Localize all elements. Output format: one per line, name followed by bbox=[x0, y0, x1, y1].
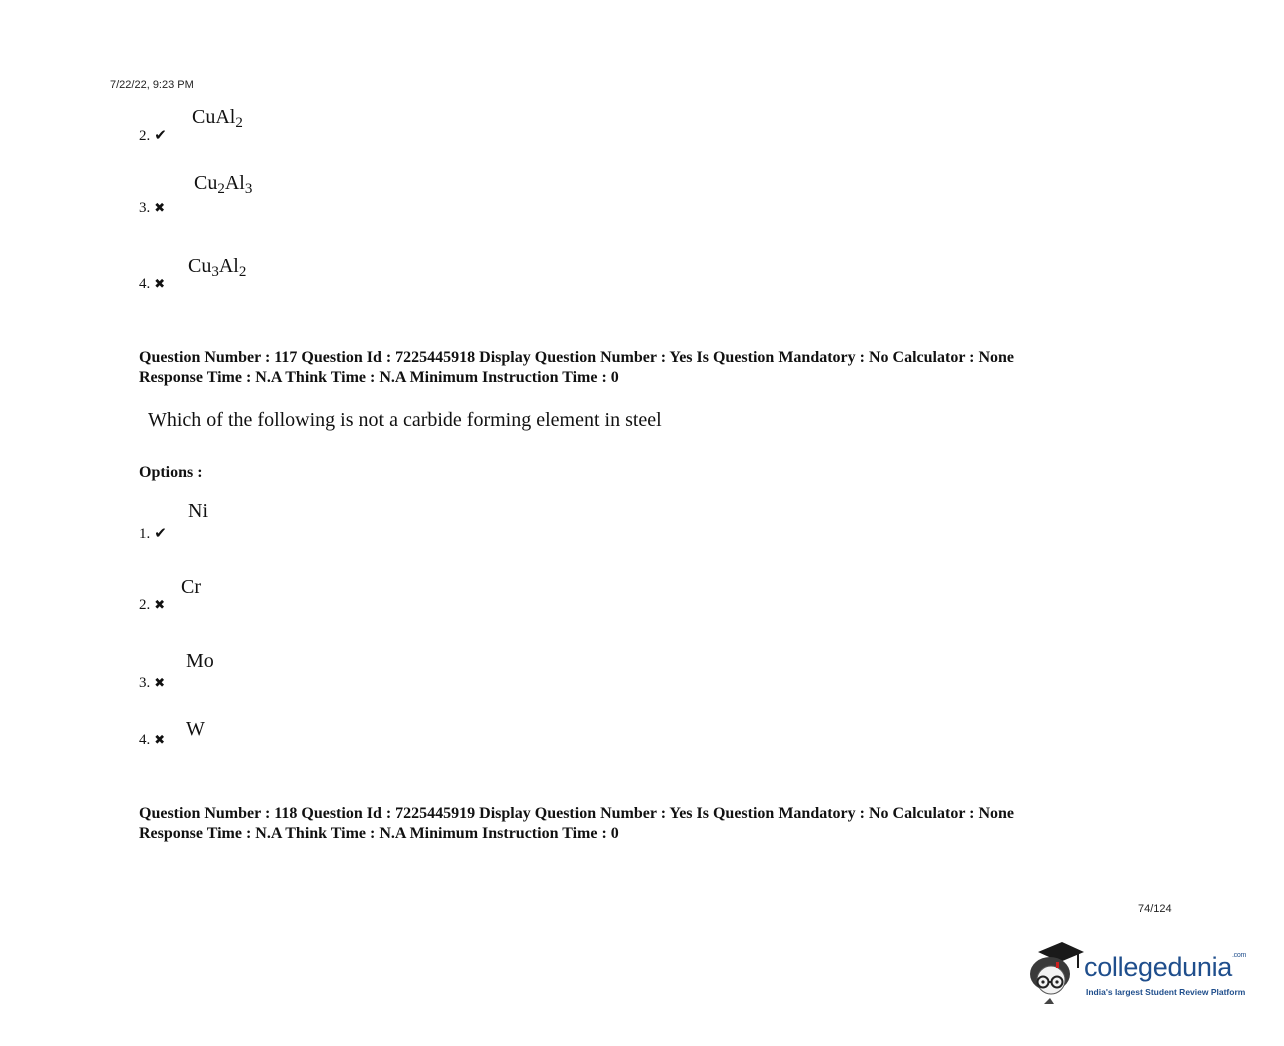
question-118-meta: Question Number : 118 Question Id : 7225445919 Display Question Number : Yes Is Question Mandatory : No Calculator : None Response Time : N.A Think Time : N.A Minimum Instruction Time : 0 bbox=[139, 805, 1015, 842]
option-formula: CuAl$_2$ bbox=[192, 106, 243, 131]
print-timestamp: 7/22/22, 9:23 PM bbox=[110, 79, 194, 91]
option-text: W bbox=[186, 718, 205, 740]
wrong-cross-icon: ✖ bbox=[154, 201, 166, 216]
option-number: 3. ✖ bbox=[139, 675, 166, 691]
option-number: 3. ✖ bbox=[139, 200, 166, 216]
option-number: 4. ✖ bbox=[139, 276, 166, 292]
option-text: Mo bbox=[186, 650, 214, 672]
brand-tagline: India's largest Student Review Platform bbox=[1086, 987, 1246, 997]
brand-name: collegedunia$^{.com}$ bbox=[1084, 952, 1247, 982]
mascot-icon bbox=[1026, 938, 1086, 1008]
wrong-cross-icon: ✖ bbox=[154, 733, 166, 748]
question-text: Which of the following is not a carbide forming element in steel bbox=[148, 409, 662, 431]
wrong-cross-icon: ✖ bbox=[154, 277, 166, 292]
wrong-cross-icon: ✖ bbox=[154, 598, 166, 613]
option-number: 2. ✖ bbox=[139, 597, 166, 613]
page-number: 74/124 bbox=[1138, 903, 1172, 915]
options-label: Options : bbox=[139, 464, 203, 481]
option-formula: $Cu_3Al_2$ bbox=[188, 255, 247, 280]
correct-tick-icon: ✔ bbox=[154, 524, 167, 542]
option-number: 4. ✖ bbox=[139, 732, 166, 748]
brand-logo bbox=[1026, 938, 1256, 1008]
wrong-cross-icon: ✖ bbox=[154, 676, 166, 691]
question-meta: Question Number : 117 Question Id : 7225445918 Display Question Number : Yes Is Question Mandatory : No Calculator : None Response Time : N.A Think Time : N.A Minimum Instruction Time : 0 bbox=[139, 349, 1015, 386]
option-formula: $Cu_2Al_3$ bbox=[194, 172, 253, 197]
option-number: 2. ✔ bbox=[139, 126, 167, 144]
option-number: 1. ✔ bbox=[139, 524, 167, 542]
option-text: Ni bbox=[188, 500, 208, 522]
correct-tick-icon: ✔ bbox=[154, 126, 167, 144]
option-text: Cr bbox=[181, 576, 201, 598]
